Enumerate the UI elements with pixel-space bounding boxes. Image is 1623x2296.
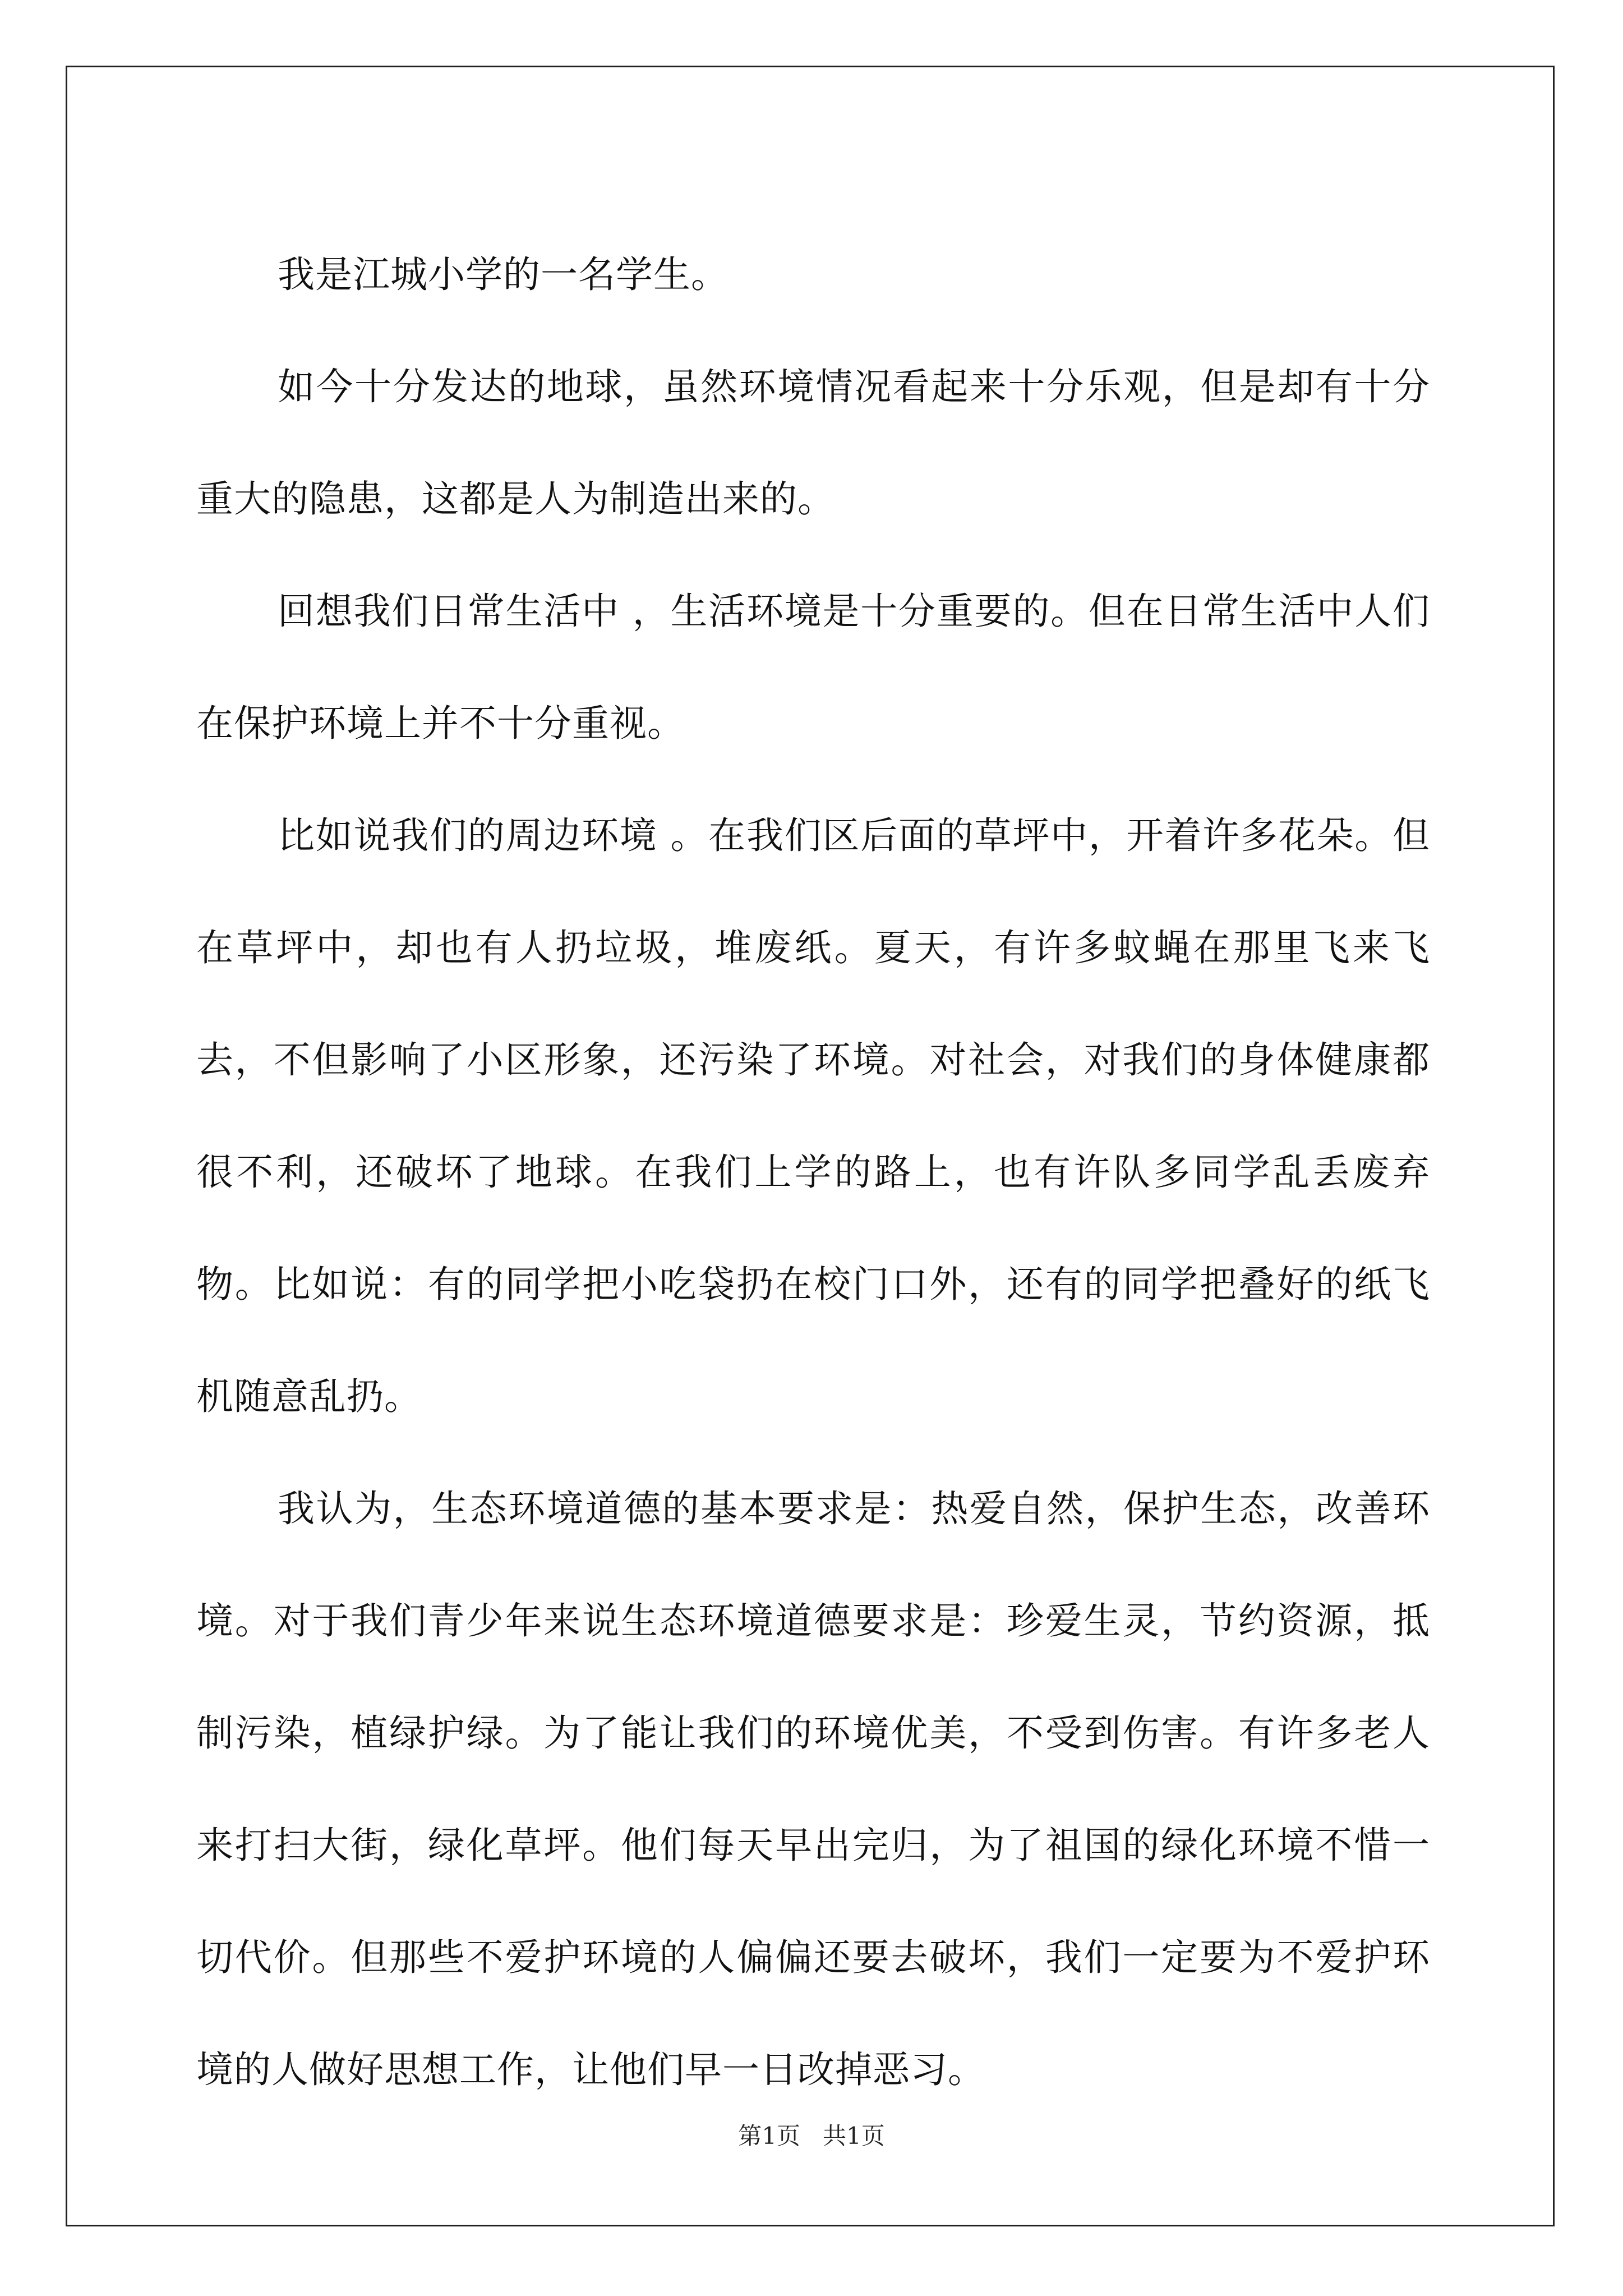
paragraph-4: 比如说我们的周边环境 。在我们区后面的草坪中，开着许多花朵。但在草坪中，却也有人扔垃圾，堆废纸。夏天，有许多蚊蝇在那里飞来飞去，不但影响了小区形象，还污染了环境。对社会，对我们的身体健康都很不利，还破坏了地球。在我们上学的路上，也有许队多同学乱丢废弃物。比如说：有的同学把小吃袋扔在校门口外，还有的同学把叠好的纸飞机随意乱扔。 — [196, 814, 1430, 1418]
page-number-footer: 第1页 共1页 — [738, 2122, 885, 2150]
paragraph-2: 如今十分发达的地球，虽然环境情况看起来十分乐观，但是却有十分重大的隐患，这都是人为制造出来的。 — [196, 365, 1430, 521]
document-body — [196, 219, 1430, 2126]
paragraph-5: 我认为，生态环境道德的基本要求是：热爱自然，保护生态，改善环境。对于我们青少年来说生态环境道德要求是：珍爱生灵，节约资源，抵制污染，植绿护绿。为了能让我们的环境优美，不受到伤害。有许多老人来打扫大街，绿化草坪。他们每天早出完归，为了祖国的绿化环境不惜一切代价。但那些不爱护环境的人偏偏还要去破坏，我们一定要为不爱护环境的人做好思想工作，让他们早一日改掉恶习。 — [196, 1487, 1430, 2091]
paragraph-1: 我是江城小学的一名学生。 — [278, 253, 728, 296]
paragraph-3: 回想我们日常生活中 ，生活环境是十分重要的。但在日常生活中人们在保护环境上并不十分重视。 — [196, 590, 1430, 745]
